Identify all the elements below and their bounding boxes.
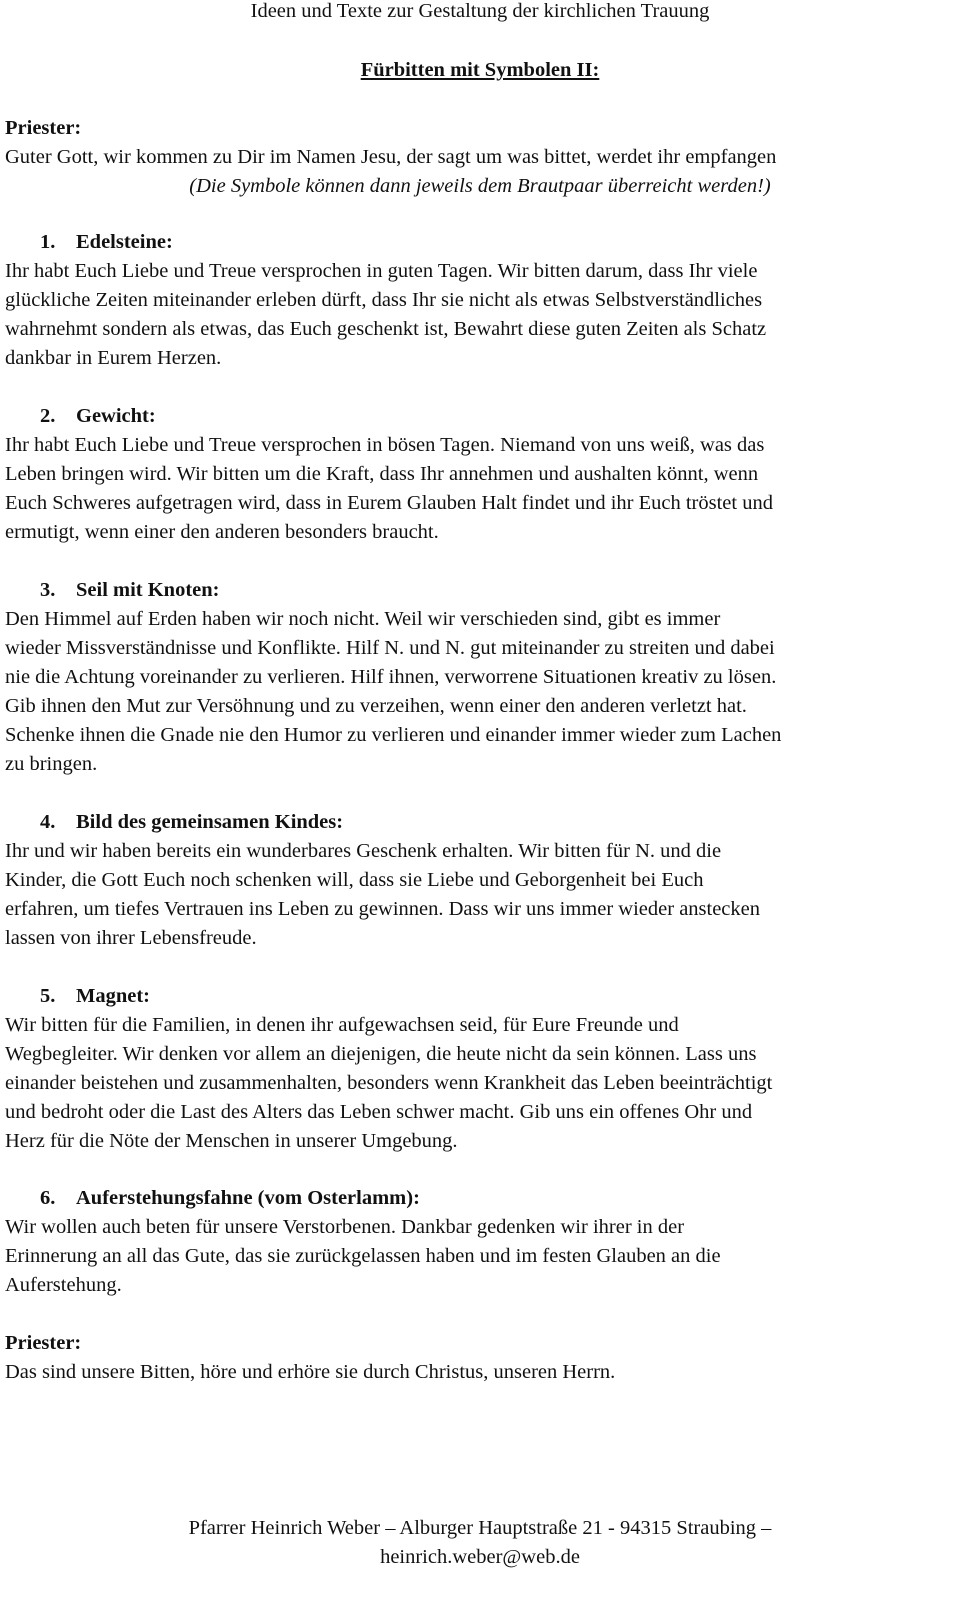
section-text-line: wieder Missverständnisse und Konflikte. Hilf N. und N. gut miteinander zu streiten und dabei — [5, 637, 775, 659]
section-text-line: Leben bringen wird. Wir bitten um die Kraft, dass Ihr annehmen und aushalten könnt, wenn — [5, 463, 759, 485]
document-header: Ideen und Texte zur Gestaltung der kirchlichen Trauung — [250, 0, 710, 22]
section-text-line: Wir bitten für die Familien, in denen ihr aufgewachsen seid, für Eure Freunde und — [5, 1014, 679, 1036]
closing-speaker-label: Priester: — [5, 1332, 82, 1354]
section-heading: Edelsteine: — [76, 231, 173, 253]
section-text-line: nie die Achtung voreinander zu verlieren. Hilf ihnen, verworrene Situationen kreativ zu lösen. — [5, 666, 777, 688]
closing-speaker — [5, 1329, 81, 1358]
section-text-line: Auferstehung. — [5, 1274, 122, 1296]
section-number: 4. — [40, 811, 56, 833]
closing-line: Das sind unsere Bitten, höre und erhöre sie durch Christus, unseren Herrn. — [5, 1361, 616, 1383]
section-text-line: Ihr habt Euch Liebe und Treue versprochen in bösen Tagen. Niemand von uns weiß, was das — [5, 434, 765, 456]
section-text-line: Den Himmel auf Erden haben wir noch nicht. Weil wir verschieden sind, gibt es immer — [5, 608, 721, 630]
section-text-line: Herz für die Nöte der Menschen in unserer Umgebung. — [5, 1130, 458, 1152]
section-heading: Seil mit Knoten: — [76, 579, 220, 601]
section-text-line: Wir wollen auch beten für unsere Verstorbenen. Dankbar gedenken wir ihrer in der — [5, 1216, 685, 1238]
footer-address: Pfarrer Heinrich Weber – Alburger Hauptstraße 21 - 94315 Straubing – — [188, 1517, 772, 1539]
intro-note: (Die Symbole können dann jeweils dem Brautpaar überreicht werden!) — [189, 175, 771, 197]
section-number: 5. — [40, 985, 56, 1007]
section-heading: Magnet: — [76, 985, 151, 1007]
section-text-line: Kinder, die Gott Euch noch schenken will, dass sie Liebe und Geborgenheit bei Euch — [5, 869, 704, 891]
section-text-line: ermutigt, wenn einer den anderen besonders braucht. — [5, 521, 439, 543]
section-text-line: Wegbegleiter. Wir denken vor allem an diejenigen, die heute nicht da sein können. Lass uns — [5, 1043, 757, 1065]
section-text-line: Euch Schweres aufgetragen wird, dass in Eurem Glauben Halt findet und ihr Euch tröstet und — [5, 492, 773, 514]
section-number: 2. — [40, 405, 56, 427]
section-number: 3. — [40, 579, 56, 601]
section-text-line: erfahren, um tiefes Vertrauen ins Leben zu gewinnen. Dass wir uns immer wieder anstecken — [5, 898, 761, 920]
section-text-line: wahrnehmt sondern als etwas, das Euch geschenkt ist, Bewahrt diese guten Zeiten als Schatz — [5, 318, 767, 340]
section-heading: Bild des gemeinsamen Kindes: — [76, 811, 344, 833]
intro-line: Guter Gott, wir kommen zu Dir im Namen Jesu, der sagt um was bittet, werdet ihr empfangen — [5, 146, 777, 168]
section-text-line: dankbar in Eurem Herzen. — [5, 347, 222, 369]
section-text-line: Ihr und wir haben bereits ein wunderbares Geschenk erhalten. Wir bitten für N. und die — [5, 840, 722, 862]
section-number: 6. — [40, 1187, 56, 1209]
footer-email: heinrich.weber@web.de — [380, 1546, 580, 1568]
section-text-line: Schenke ihnen die Gnade nie den Humor zu verlieren und einander immer wieder zum Lachen — [5, 724, 782, 746]
section-text-line: Gib ihnen den Mut zur Versöhnung und zu verzeihen, wenn einer den anderen verletzt hat. — [5, 695, 747, 717]
section-number: 1. — [40, 231, 56, 253]
page-title: Fürbitten mit Symbolen II: — [360, 59, 600, 81]
section-text-line: lassen von ihrer Lebensfreude. — [5, 927, 257, 949]
section-text-line: glückliche Zeiten miteinander erleben dürft, dass Ihr sie nicht als etwas Selbstverständliches — [5, 289, 763, 311]
section-heading: Gewicht: — [76, 405, 156, 427]
section-text-line: Erinnerung an all das Gute, das sie zurückgelassen haben und im festen Glauben an die — [5, 1245, 721, 1267]
section-text-line: zu bringen. — [5, 753, 98, 775]
section-text-line: einander beistehen und zusammenhalten, besonders wenn Krankheit das Leben beeinträchtigt — [5, 1072, 773, 1094]
section-text-line: Ihr habt Euch Liebe und Treue versprochen in guten Tagen. Wir bitten darum, dass Ihr viele — [5, 260, 758, 282]
intro-speaker: Priester: — [5, 117, 82, 139]
section-text-line: und bedroht oder die Last des Alters das Leben schwer macht. Gib uns ein offenes Ohr und — [5, 1101, 753, 1123]
section-heading: Auferstehungsfahne (vom Osterlamm): — [76, 1187, 420, 1209]
